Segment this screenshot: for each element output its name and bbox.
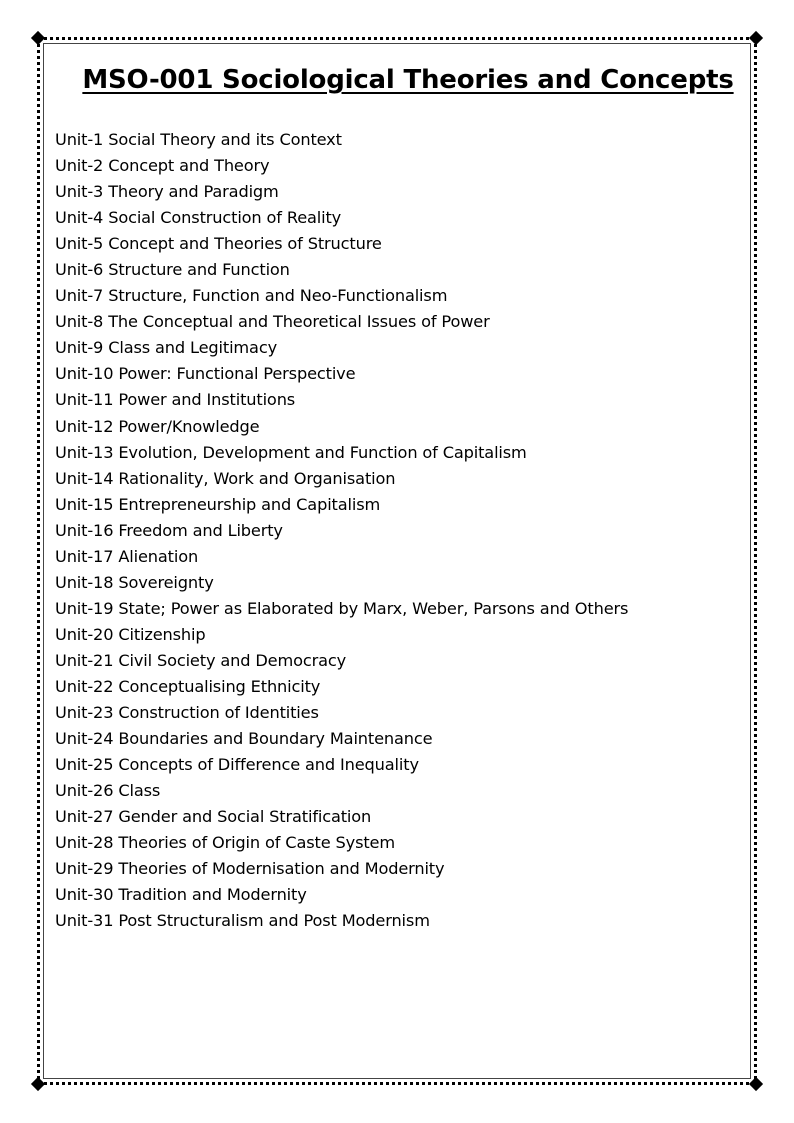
unit-item: Unit-4 Social Construction of Reality: [55, 208, 342, 228]
unit-item: Unit-25 Concepts of Difference and Inequality: [55, 755, 419, 775]
unit-item: Unit-28 Theories of Origin of Caste System: [55, 833, 395, 853]
unit-item: Unit-30 Tradition and Modernity: [55, 885, 307, 905]
unit-item: Unit-23 Construction of Identities: [55, 703, 319, 723]
unit-item: Unit-5 Concept and Theories of Structure: [55, 234, 382, 254]
unit-item: Unit-10 Power: Functional Perspective: [55, 364, 356, 384]
unit-item: Unit-20 Citizenship: [55, 624, 206, 644]
unit-item: Unit-22 Conceptualising Ethnicity: [55, 676, 321, 696]
unit-item: Unit-19 State; Power as Elaborated by Marx, Weber, Parsons and Others: [55, 598, 629, 618]
unit-item: Unit-15 Entrepreneurship and Capitalism: [55, 494, 381, 514]
unit-item: Unit-11 Power and Institutions: [55, 390, 296, 410]
unit-item: Unit-16 Freedom and Liberty: [55, 520, 283, 540]
unit-item: Unit-13 Evolution, Development and Function of Capitalism: [55, 442, 527, 462]
unit-item: Unit-31 Post Structuralism and Post Modernism: [55, 911, 430, 931]
unit-item: Unit-6 Structure and Function: [55, 260, 290, 280]
unit-item: Unit-27 Gender and Social Stratification: [55, 807, 372, 827]
unit-item: Unit-21 Civil Society and Democracy: [55, 650, 347, 670]
unit-item: Unit-17 Alienation: [55, 546, 199, 566]
unit-item: Unit-29 Theories of Modernisation and Modernity: [55, 859, 445, 879]
unit-item: Unit-1 Social Theory and its Context: [55, 130, 342, 149]
unit-item: Unit-12 Power/Knowledge: [55, 416, 260, 436]
unit-item: Unit-18 Sovereignty: [55, 572, 214, 592]
document-title: MSO-001 Sociological Theories and Concepts: [82, 65, 734, 95]
unit-item: Unit-14 Rationality, Work and Organisation: [55, 468, 396, 488]
unit-item: Unit-3 Theory and Paradigm: [55, 182, 279, 202]
unit-item: Unit-24 Boundaries and Boundary Maintenance: [55, 729, 433, 749]
unit-list: [55, 127, 628, 934]
unit-item: Unit-7 Structure, Function and Neo-Functionalism: [55, 286, 448, 306]
unit-item: Unit-2 Concept and Theory: [55, 156, 270, 176]
unit-item: Unit-26 Class: [55, 781, 161, 801]
unit-item: Unit-8 The Conceptual and Theoretical Issues of Power: [55, 312, 490, 332]
unit-item: Unit-9 Class and Legitimacy: [55, 338, 277, 358]
